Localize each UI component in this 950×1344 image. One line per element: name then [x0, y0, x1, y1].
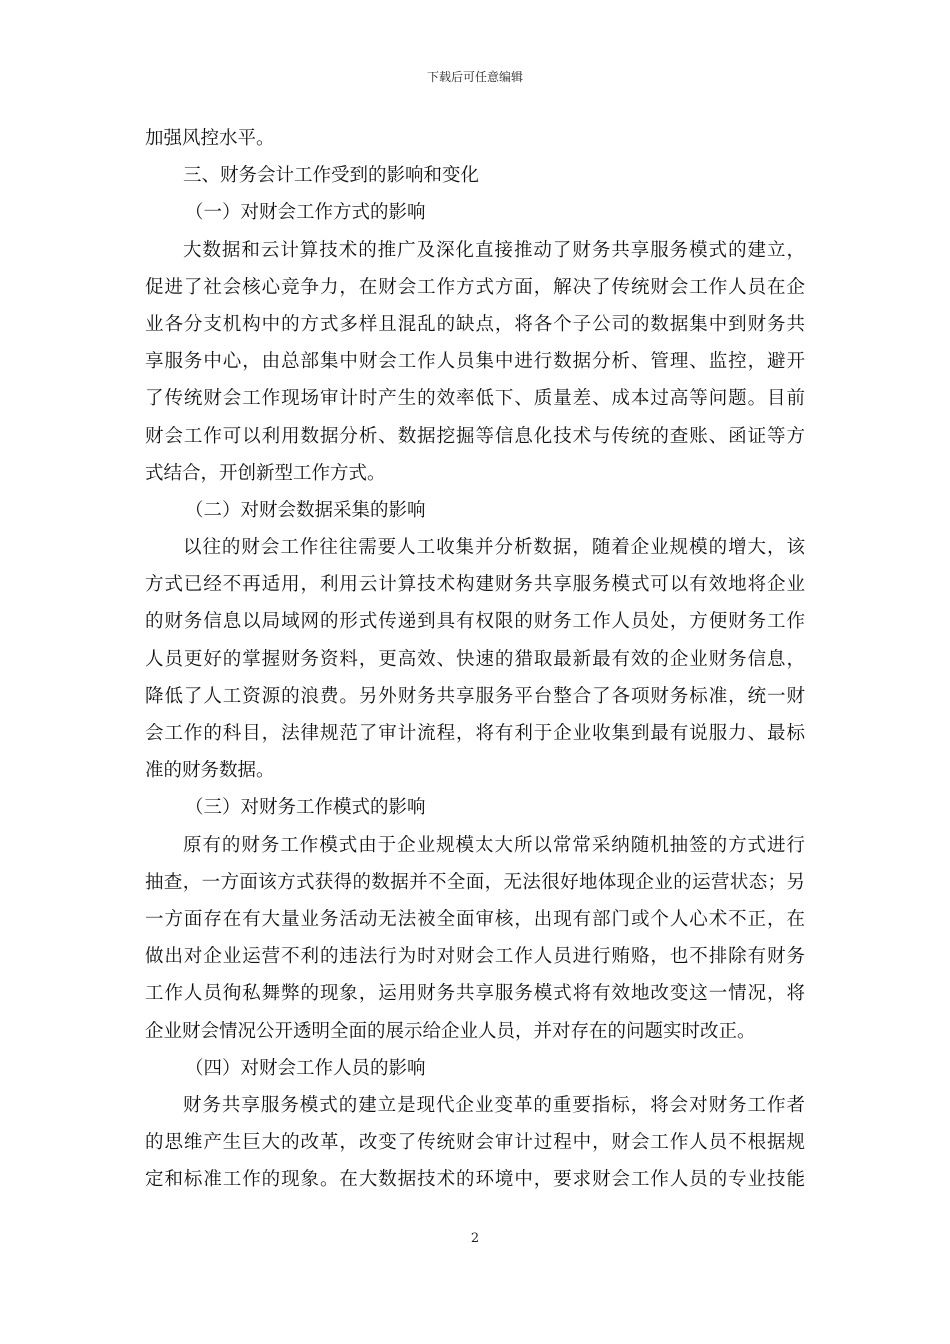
paragraph-line: 以往的财会工作往往需要人工收集并分析数据，随着企业规模的增大，该: [183, 537, 805, 559]
subsection-heading: （三）对财务工作模式的影响: [185, 797, 426, 819]
paragraph-line: 一方面存在有大量业务活动无法被全面审核，出现有部门或个人心术不正，在: [145, 908, 805, 930]
paragraph-line: 的财务信息以局域网的形式传递到具有权限的财务工作人员处，方便财务工作: [145, 611, 805, 633]
paragraph-line: 降低了人工资源的浪费。另外财务共享服务平台整合了各项财务标准，统一财: [145, 685, 805, 707]
subsection-heading: （四）对财会工作人员的影响: [185, 1057, 426, 1079]
paragraph-line: 享服务中心，由总部集中财会工作人员集中进行数据分析、管理、监控，避开: [145, 351, 805, 373]
paragraph-line: 式结合，开创新型工作方式。: [145, 462, 386, 484]
paragraph-line: 抽查，一方面该方式获得的数据并不全面，无法很好地体现企业的运营状态；另: [145, 871, 805, 893]
paragraph-line: 的思维产生巨大的改革，改变了传统财会审计过程中，财会工作人员不根据规: [145, 1132, 805, 1154]
paragraph-line: 财会工作可以利用数据分析、数据挖掘等信息化技术与传统的查账、函证等方: [145, 425, 805, 447]
paragraph-line: 原有的财务工作模式由于企业规模太大所以常常采纳随机抽签的方式进行: [183, 834, 805, 856]
paragraph-line: 业各分支机构中的方式多样且混乱的缺点，将各个子公司的数据集中到财务共: [145, 313, 805, 335]
paragraph-line: 企业财会情况公开透明全面的展示给企业人员，并对存在的问题实时改正。: [145, 1020, 756, 1042]
page-number: 2: [470, 1231, 480, 1246]
paragraph-line: 准的财务数据。: [145, 760, 275, 782]
paragraph-line: 促进了社会核心竞争力，在财会工作方式方面，解决了传统财会工作人员在企: [145, 276, 805, 298]
text-line: 加强风控水平。: [145, 128, 275, 149]
subsection-heading: （一）对财会工作方式的影响: [185, 202, 426, 224]
body-text: [145, 120, 805, 1198]
paragraph-line: 人员更好的掌握财务资料，更高效、快速的猎取最新最有效的企业财务信息，: [145, 648, 805, 670]
page-header: 下载后可任意编辑: [426, 70, 523, 84]
paragraph-line: 大数据和云计算技术的推广及深化直接推动了财务共享服务模式的建立，: [183, 239, 805, 261]
paragraph-line: 财务共享服务模式的建立是现代企业变革的重要指标，将会对财务工作者: [183, 1094, 805, 1116]
paragraph-line: 了传统财会工作现场审计时产生的效率低下、质量差、成本过高等问题。目前: [145, 388, 805, 410]
section-heading: 三、财务会计工作受到的影响和变化: [183, 165, 480, 187]
paragraph-line: 定和标准工作的现象。在大数据技术的环境中，要求财会工作人员的专业技能: [145, 1169, 805, 1191]
paragraph-line: 做出对企业运营不利的违法行为时对财会工作人员进行贿赂，也不排除有财务: [145, 946, 805, 968]
subsection-heading: （二）对财会数据采集的影响: [185, 499, 426, 521]
paragraph-line: 会工作的科目，法律规范了审计流程，将有利于企业收集到最有说服力、最标: [145, 723, 805, 744]
paragraph-line: 工作人员徇私舞弊的现象，运用财务共享服务模式将有效地改变这一情况，将: [145, 983, 805, 1005]
paragraph-line: 方式已经不再适用，利用云计算技术构建财务共享服务模式可以有效地将企业: [145, 574, 805, 596]
